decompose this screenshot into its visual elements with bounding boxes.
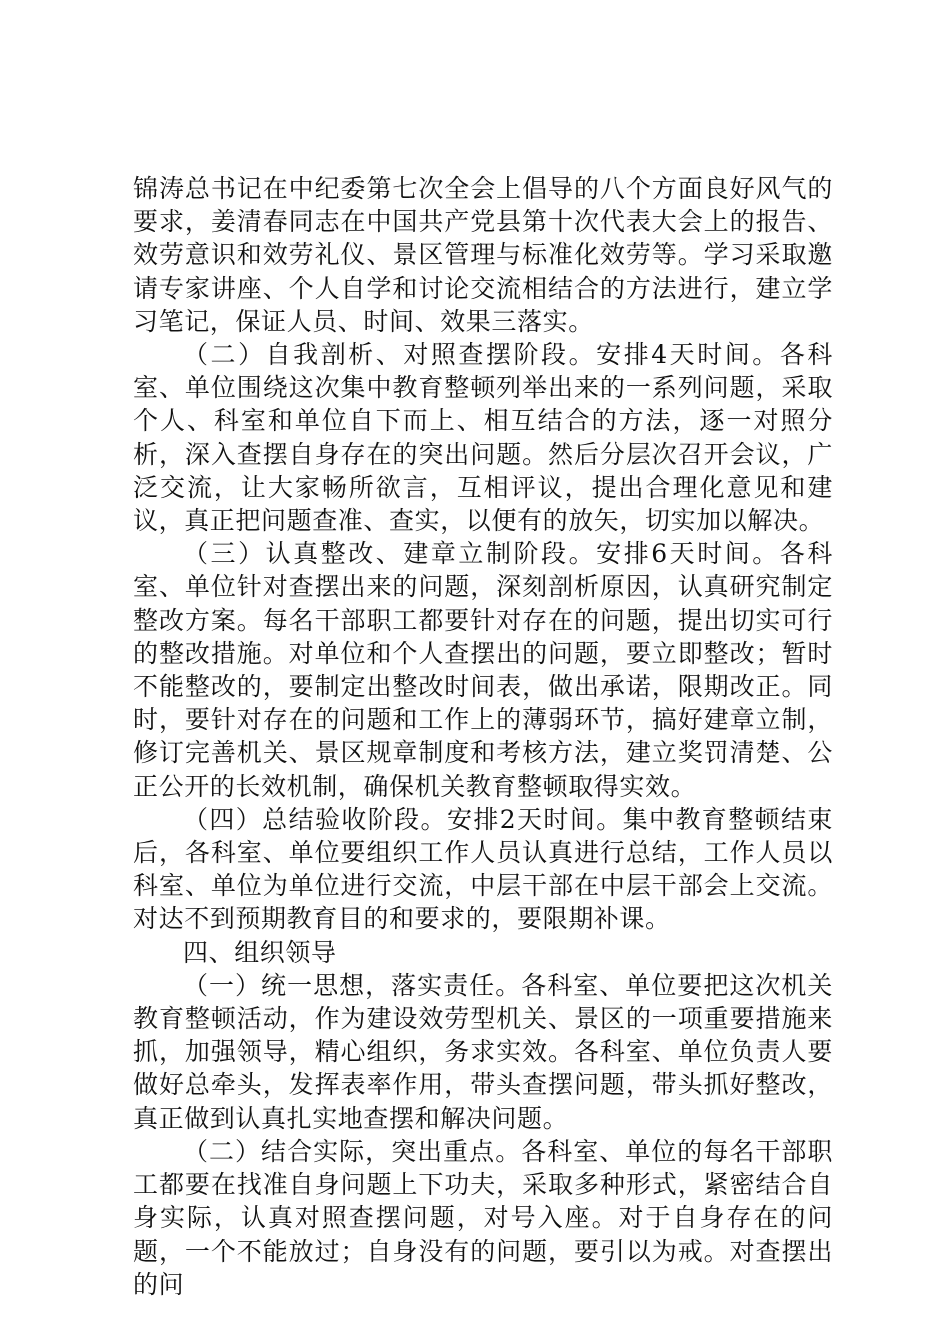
paragraph-stage-rectification: （三）认真整改、建章立制阶段。安排6天时间。各科室、单位针对查摆出来的问题，深刻剖析原因，认真研究制定整改方案。每名干部职工都要针对存在的问题，提出切实可行的整改措施。对单位和个人查摆出的问题，要立即整改；暂时不能整改的，要制定出整改时间表，做出承诺，限期改正。同时，要针对存在的问题和工作上的薄弱环节，搞好建章立制，修订完善机关、景区规章制度和考核方法，建立奖罚清楚、公正公开的长效机制，确保机关教育整顿取得实效。 (133, 539, 833, 801)
paragraph-unify-thinking: （一）统一思想，落实责任。各科室、单位要把这次机关教育整顿活动，作为建设效劳型机关、景区的一项重要措施来抓，加强领导，精心组织，务求实效。各科室、单位负责人要做好总牵头，发挥表率作用，带头查摆问题，带头抓好整改，真正做到认真扎实地查摆和解决问题。 (133, 970, 833, 1133)
paragraph-continuation: 锦涛总书记在中纪委第七次全会上倡导的八个方面良好风气的要求，姜清春同志在中国共产党县第十次代表大会上的报告、效劳意识和效劳礼仪、景区管理与标准化效劳等。学习采取邀请专家讲座、个人自学和讨论交流相结合的方法进行，建立学习笔记，保证人员、时间、效果三落实。 (133, 174, 833, 336)
paragraph-stage-self-analysis: （二）自我剖析、对照查摆阶段。安排4天时间。各科室、单位围绕这次集中教育整顿列举出来的一系列问题，采取个人、科室和单位自下而上、相互结合的方法，逐一对照分析，深入查摆自身存在的突出问题。然后分层次召开会议，广泛交流，让大家畅所欲言，互相评议，提出合理化意见和建议，真正把问题查准、查实，以便有的放矢，切实加以解决。 (133, 340, 833, 536)
section-heading-organization: 四、组织领导 (183, 937, 337, 967)
paragraph-combine-reality: （二）结合实际，突出重点。各科室、单位的每名干部职工都要在找准自身问题上下功夫，采取多种形式，紧密结合自身实际，认真对照查摆问题，对号入座。对于自身存在的问题，一个不能放过；自身没有的问题，要引以为戒。对查摆出的问 (133, 1136, 833, 1299)
paragraph-stage-summary: （四）总结验收阶段。安排2天时间。集中教育整顿结束后，各科室、单位要组织工作人员认真进行总结，工作人员以科室、单位为单位进行交流，中层干部在中层干部会上交流。对达不到预期教育目的和要求的，要限期补课。 (133, 804, 833, 934)
document-body (133, 172, 833, 1301)
